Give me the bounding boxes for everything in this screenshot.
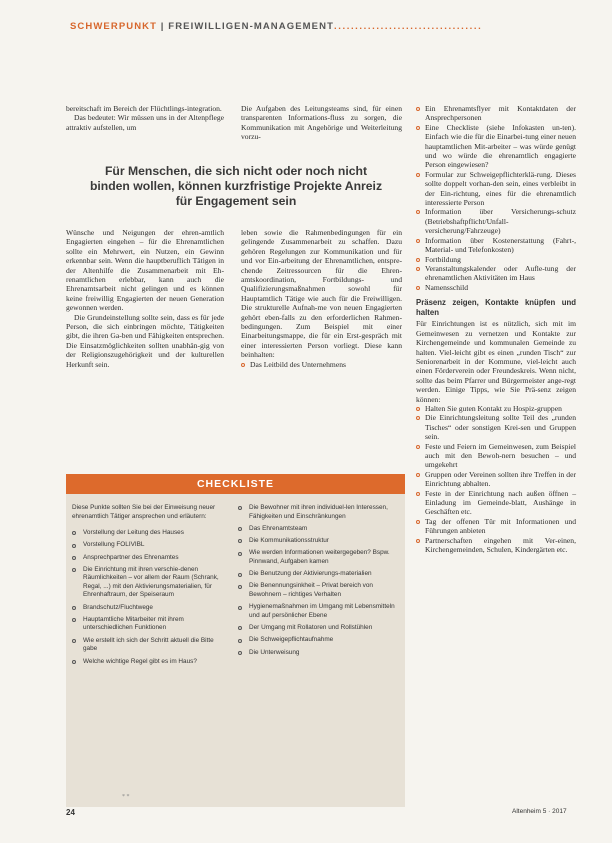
checklist-item: Der Umgang mit Rollatoren und Rollstühlen xyxy=(238,624,398,633)
checklist-left-list xyxy=(72,529,222,666)
column-3 xyxy=(416,104,576,554)
list-item: Das Leitbild des Unternehmens xyxy=(241,360,402,369)
checklist-item: Hygienemaßnahmen im Umgang mit Lebensmitteln und auf persönlicher Ebene xyxy=(238,603,398,620)
column-1-mid xyxy=(66,228,224,369)
page-number: 24 xyxy=(66,808,75,817)
list-item: Gruppen oder Vereinen sollten ihre Treffen in der Einrichtung abhalten. xyxy=(416,470,576,489)
checklist-item: Brandschutz/Fluchtwege xyxy=(72,604,222,613)
header-sep: | xyxy=(157,21,169,32)
list-item: Feste in der Einrichtung nach außen öffnen – Einladung im Gemeinde-blatt, Aushänge in Geschäften etc. xyxy=(416,489,576,517)
paragraph: Die Aufgaben des Leitungsteams sind, für einen transparenten Informations-fluss zu sorgen, die Kommunikation mit Angehörige und Weiterleitung vorzu- xyxy=(241,104,402,142)
list-item: Tag der offenen Tür mit Informationen und Führungen anbieten xyxy=(416,517,576,536)
checklist-intro: Diese Punkte sollten Sie bei der Einweisung neuer ehrenamtlich Tätiger ansprechen und erläutern: xyxy=(72,504,216,520)
paragraph: Das bedeutet: Wir müssen uns in der Altenpflege attraktiv aufstellen, um xyxy=(66,113,224,132)
checklist-item: Die Einrichtung mit ihren verschie-denen Räumlichkeiten – vor allem der Raum (Schrank, Regal, ...) mit den Aktivierungsmaterialien, für Ehrenhaftraum, der Speiseraum xyxy=(72,566,222,600)
paragraph: Für Einrichtungen ist es nützlich, sich mit im Gemeinwesen zu vernetzen und Kontakte zur Kirchengemeinde und kommunalen Gemeinde zu halten. Viel-leicht gibt es einen „runden Tisch“ zur Seniorenarbeit in der Kommune, viel-leicht auch einen Förderverein oder Freundeskreis. Wenn nicht, sollte das beim Pfarrer und Bürgermeister ange-regt werden. Einige Tipps, wie Sie Prä-senz zeigen können: xyxy=(416,319,576,404)
checklist-item: Ansprechpartner des Ehrenamtes xyxy=(72,554,222,563)
checklist-right-column xyxy=(238,504,398,661)
column-1-top xyxy=(66,104,224,132)
checklist-item: Die Kommunikationsstruktur xyxy=(238,537,398,546)
checklist-box xyxy=(66,474,405,807)
checklist-item: Die Benennungsinkheit – Privat bereich von Bewohnern – richtiges Verhalten xyxy=(238,582,398,599)
checklist-item: Hauptamtliche Mitarbeiter mit ihrem unterschiedlichen Funktionen xyxy=(72,616,222,633)
column-2-top xyxy=(241,104,402,142)
list-item: Fortbildung xyxy=(416,255,576,264)
list-item: Namensschild xyxy=(416,283,576,292)
header-title: FREIWILLIGEN-MANAGEMENT xyxy=(168,21,334,32)
list-item: Information über Kostenerstattung (Fahrt-, Material- und Telefonkosten) xyxy=(416,236,576,255)
checklist-right-list xyxy=(238,504,398,657)
paragraph: Wünsche und Neigungen der ehren-amtlich Engagierten eingehen – für die Ehrenamtlichen sollte ein Mehrwert, ein Nutzen, ein Gewinn erkennbar sein. Wenn die hauptberuflich Tätigen in der Altenhilfe die Zusammenarbeit mit Eh-renamtlichen erlebbar, kann auch die Ehrenamtsarbeit nicht gelingen und es können keine freiwillig Engagierten der neuen Generation gewonnen werden. xyxy=(66,228,224,313)
bullet-list xyxy=(416,104,576,292)
checklist-item: Die Schweigepflichtaufnahme xyxy=(238,636,398,645)
checklist-item: Die Unterweisung xyxy=(238,649,398,658)
list-item: Feste und Feiern im Gemeinwesen, zum Beispiel auch mit den Bewoh-nern besuchen – und umgekehrt xyxy=(416,442,576,470)
checklist-left-column xyxy=(72,504,222,670)
tips-list xyxy=(416,404,576,555)
checklist-item: Das Ehrenamtsteam xyxy=(238,525,398,534)
header-dots: ................................... xyxy=(333,21,483,32)
checklist-item: Wie erstellt ich sich der Schritt aktuell die Bitte gabe xyxy=(72,637,222,654)
running-header xyxy=(70,21,590,35)
paragraph: bereitschaft im Bereich der Flüchtlings-integration. xyxy=(66,104,222,113)
list-item: Halten Sie guten Kontakt zu Hospiz-gruppen xyxy=(416,404,576,413)
magazine-issue: Altenheim 5 · 2017 xyxy=(512,808,567,815)
list-item: Ein Ehrenamtsflyer mit Kontaktdaten der Ansprechpersonen xyxy=(416,104,576,123)
checklist-item: Vorstellung FOLIVIBL xyxy=(72,541,222,550)
paragraph: Die Grundeinstellung sollte sein, dass es für jede Person, die sich einbringen möchte, Tätigkeiten gibt, die ihren Ga-ben und Fähigkeiten entsprechen. Die Einsatzmöglichkeiten sollten unabhän-gig von der Religionszugehörigkeit und der kulturellen Herkunft sein. xyxy=(66,312,224,369)
list-item: Die Einrichtungsleitung sollte Teil des „runden Tisches“ oder sonstigen Krei-sen und Gruppen sein. xyxy=(416,413,576,441)
list-item: Eine Checkliste (siehe Infokasten un-ten). Einfach wie die für die Einarbei-tung einer neuen hauptamtlichen Mit-arbeiter – was würde genügt und wo würde die ehrenamtlich engagierte Person eingewiesen? xyxy=(416,123,576,170)
checklist-item: Vorstellung der Leitung des Hauses xyxy=(72,529,222,538)
checklist-item: Welche wichtige Regel gibt es im Haus? xyxy=(72,658,222,667)
subheading: Präsenz zeigen, Kontakte knüpfen und halten xyxy=(416,298,576,317)
checklist-item: Wie werden Informationen weitergegeben? Bspw. Pinnwand, Aufgaben kamen xyxy=(238,549,398,566)
scan-mark: * * xyxy=(122,794,130,800)
list-item: Veranstaltungskalender oder Aufle-tung der ehrenamtlichen Aktivitäten im Haus xyxy=(416,264,576,283)
paragraph: leben sowie die Rahmenbedingungen für ein gelingende Zusammenarbeit zu schaffen. Dazu gehören Regelungen zur Kommunikation und für und vor Ein-arbeitung der Ehrenamtlichen, entspre-chende Zeitressourcen für die Ehren-amtskoordination, Fortbildungs- und Qualifizierungsmaßnahmen sowohl für Hauptamtlich Tätige wie auch für die Freiwilligen. Die strukturelle Aufnah-me von neuen Engagierten gehört eben-falls zu den erforderlichen Rahmen-bedingungen. Zum Beispiel mit einer Einarbeitungsmappe, die für ein Erst-gespräch mit einer interessierten Person vorliegt. Diese kann beinhalten: xyxy=(241,228,402,360)
list-item: Formular zur Schweigepflichterklä-rung. Dieses sollte doppelt vorhan-den sein, eines verbleibt in der Ein-richtung, eines für die ehrenamtlich interessierte Person xyxy=(416,170,576,208)
list-item: Partnerschaften eingehen mit Ver-einen, Kirchengemeinden, Schulen, Kindergärten etc. xyxy=(416,536,576,555)
bullet-list xyxy=(241,360,402,369)
checklist-title: CHECKLISTE xyxy=(66,474,405,494)
checklist-item: Die Bewohner mit ihren individuel-len Interessen, Fähigkeiten und Einschränkungen xyxy=(238,504,398,521)
column-2-mid xyxy=(241,228,402,369)
checklist-item: Die Benutzung der Aktivierungs-materialien xyxy=(238,570,398,579)
pull-quote: Für Menschen, die sich nicht oder noch nicht binden wollen, können kurzfristige Projekte Anreiz für Engagement sein xyxy=(89,164,383,208)
header-kicker: SCHWERPUNKT xyxy=(70,21,158,32)
list-item: Information über Versicherungs-schutz (Betriebshaftpflicht/Unfall-versicherung/Fahrzeuge) xyxy=(416,207,576,235)
